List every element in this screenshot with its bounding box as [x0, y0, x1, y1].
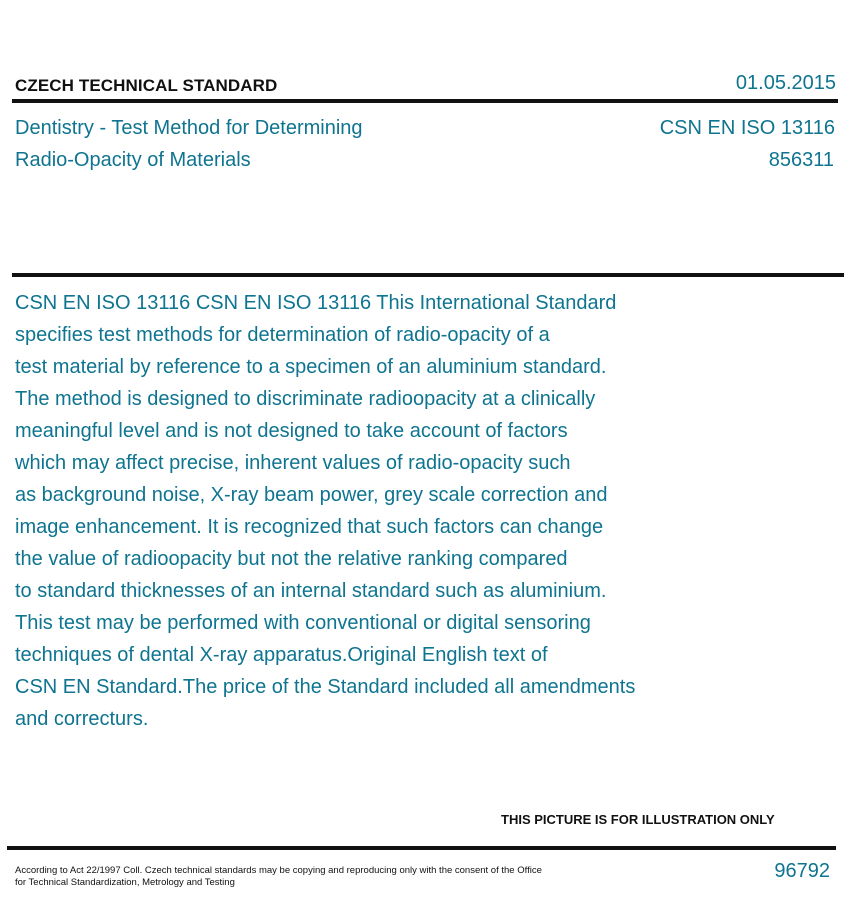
- description-line: techniques of dental X-ray apparatus.Original English text of: [15, 644, 548, 666]
- description-line: as background noise, X-ray beam power, grey scale correction and: [15, 484, 608, 506]
- description-line: meaningful level and is not designed to take account of factors: [15, 420, 568, 442]
- legal-notice-line-2: for Technical Standardization, Metrology and Testing: [15, 877, 235, 888]
- description-line: specifies test methods for determination of radio-opacity of a: [15, 324, 550, 346]
- description-line: image enhancement. It is recognized that such factors can change: [15, 516, 604, 538]
- footer-divider: [7, 846, 836, 850]
- description-line: CSN EN Standard.The price of the Standard included all amendments: [15, 676, 636, 698]
- description-line: The method is designed to discriminate radioopacity at a clinically: [15, 388, 596, 410]
- document-code: 96792: [774, 860, 830, 882]
- description-line: test material by reference to a specimen of an aluminium standard.: [15, 356, 607, 378]
- description-line: and correcturs.: [15, 708, 149, 730]
- description-line: This test may be performed with conventional or digital sensoring: [15, 612, 591, 634]
- standard-description: [15, 287, 705, 735]
- description-line: the value of radioopacity but not the relative ranking compared: [15, 548, 568, 570]
- legal-notice-line-1: According to Act 22/1997 Coll. Czech technical standards may be copying and reproducing only with the consent of the Office: [15, 865, 542, 876]
- header-divider: [12, 99, 838, 103]
- standard-title-line-1: Dentistry - Test Method for Determining: [15, 117, 363, 139]
- standard-number: CSN EN ISO 13116: [659, 117, 835, 139]
- section-divider: [12, 273, 844, 277]
- illustration-disclaimer: THIS PICTURE IS FOR ILLUSTRATION ONLY: [501, 812, 775, 827]
- description-line: CSN EN ISO 13116 CSN EN ISO 13116 This International Standard: [15, 292, 617, 314]
- description-line: to standard thicknesses of an internal standard such as aluminium.: [15, 580, 607, 602]
- catalog-number: 856311: [768, 149, 834, 171]
- description-line: which may affect precise, inherent values of radio-opacity such: [15, 452, 571, 474]
- legal-notice: [15, 865, 542, 889]
- publication-date: 01.05.2015: [735, 72, 836, 94]
- document-type-heading: CZECH TECHNICAL STANDARD: [15, 76, 278, 95]
- standard-title-line-2: Radio-Opacity of Materials: [15, 149, 251, 171]
